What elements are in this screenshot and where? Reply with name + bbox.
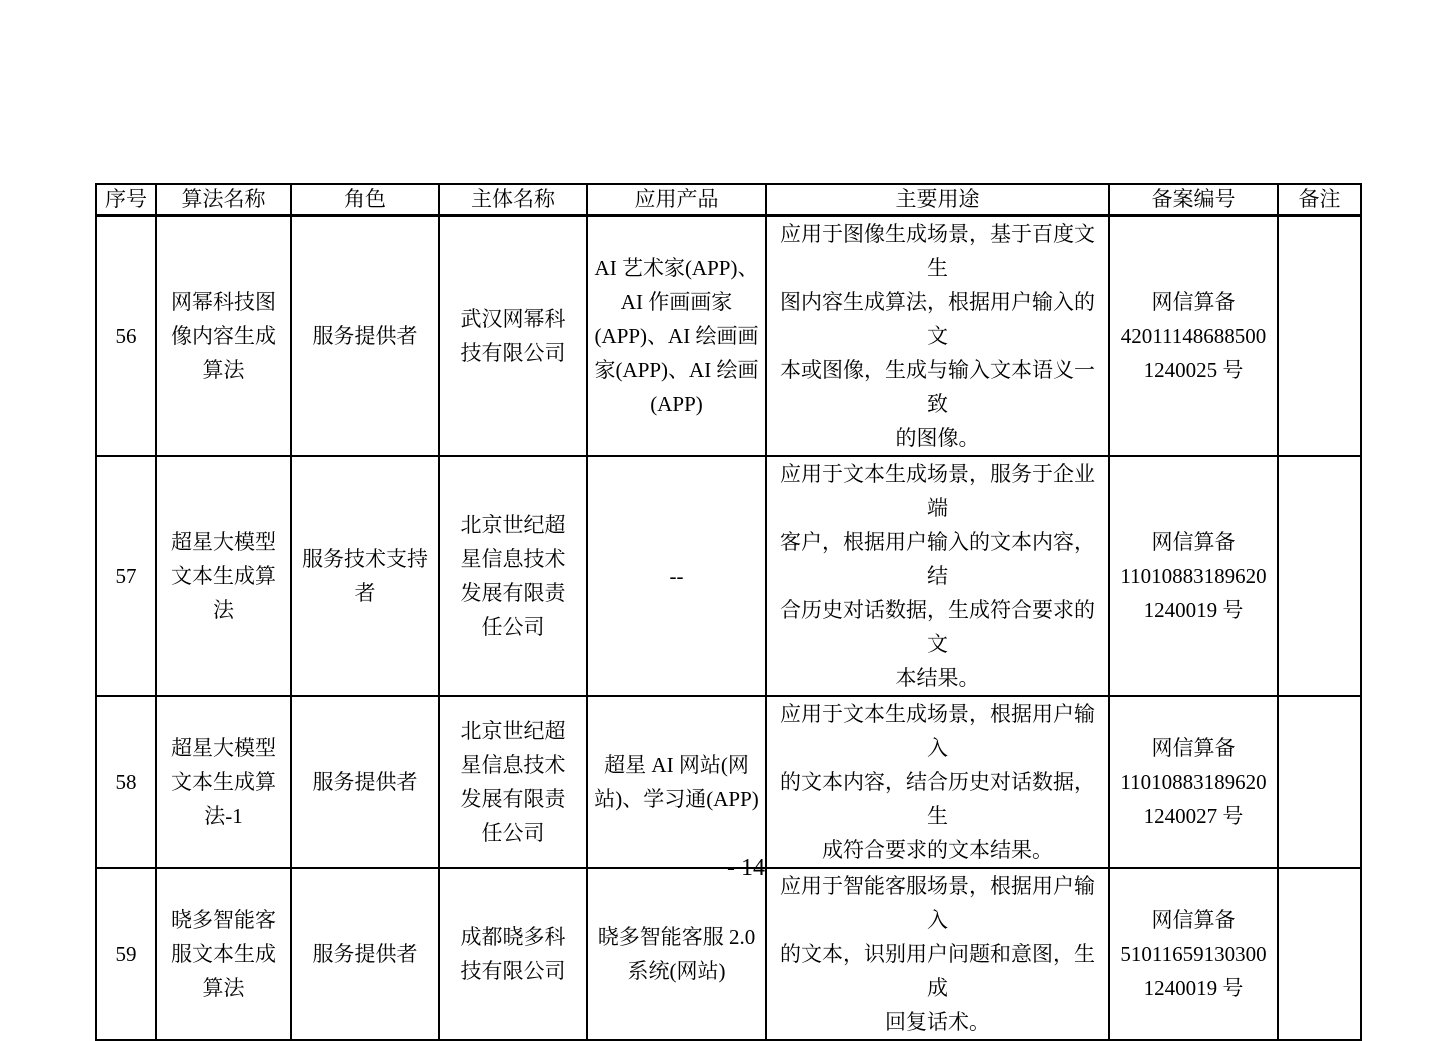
cell-remarks [1278,696,1361,868]
col-header-usage: 主要用途 [766,184,1109,215]
cell-products: AI 艺术家(APP)、 AI 作画画家 (APP)、AI 绘画画 家(APP)、AI 绘画 (APP) [587,215,766,456]
table-row [96,456,1361,696]
table-header-row [96,184,1361,215]
cell-remarks [1278,868,1361,1040]
cell-seq: 57 [96,456,156,696]
cell-algorithm-name: 晓多智能客 服文本生成 算法 [156,868,291,1040]
col-header-algorithm-name: 算法名称 [156,184,291,215]
cell-remarks [1278,215,1361,456]
cell-remarks [1278,456,1361,696]
cell-registration-no: 网信算备 42011148688500 1240025 号 [1109,215,1278,456]
cell-algorithm-name: 超星大模型 文本生成算 法-1 [156,696,291,868]
algorithm-registry-table [95,183,1362,1041]
table-row [96,868,1361,1040]
page-number: - 14 [727,855,765,881]
col-header-registration-no: 备案编号 [1109,184,1278,215]
table-row [96,215,1361,456]
cell-usage: 应用于文本生成场景，服务于企业端 客户，根据用户输入的文本内容，结 合历史对话数据，生成符合要求的文 本结果。 [766,456,1109,696]
col-header-role: 角色 [291,184,439,215]
col-header-entity: 主体名称 [439,184,587,215]
cell-algorithm-name: 超星大模型 文本生成算 法 [156,456,291,696]
cell-entity: 武汉网幂科 技有限公司 [439,215,587,456]
cell-products: 晓多智能客服 2.0 系统(网站) [587,868,766,1040]
cell-products: -- [587,456,766,696]
cell-seq: 58 [96,696,156,868]
table-row [96,696,1361,868]
cell-role: 服务提供者 [291,215,439,456]
cell-usage: 应用于图像生成场景，基于百度文生 图内容生成算法，根据用户输入的文 本或图像，生成与输入文本语义一致 的图像。 [766,215,1109,456]
cell-role: 服务提供者 [291,696,439,868]
cell-registration-no: 网信算备 11010883189620 1240019 号 [1109,456,1278,696]
cell-usage: 应用于智能客服场景，根据用户输入 的文本，识别用户问题和意图，生成 回复话术。 [766,868,1109,1040]
cell-entity: 北京世纪超 星信息技术 发展有限责 任公司 [439,456,587,696]
col-header-remarks: 备注 [1278,184,1361,215]
cell-role: 服务提供者 [291,868,439,1040]
cell-entity: 北京世纪超 星信息技术 发展有限责 任公司 [439,696,587,868]
cell-algorithm-name: 网幂科技图 像内容生成 算法 [156,215,291,456]
cell-entity: 成都晓多科 技有限公司 [439,868,587,1040]
cell-registration-no: 网信算备 11010883189620 1240027 号 [1109,696,1278,868]
cell-products: 超星 AI 网站(网 站)、学习通(APP) [587,696,766,868]
col-header-seq: 序号 [96,184,156,215]
cell-seq: 56 [96,215,156,456]
cell-usage: 应用于文本生成场景，根据用户输入 的文本内容，结合历史对话数据，生 成符合要求的文本结果。 [766,696,1109,868]
col-header-products: 应用产品 [587,184,766,215]
cell-role: 服务技术支持 者 [291,456,439,696]
cell-registration-no: 网信算备 51011659130300 1240019 号 [1109,868,1278,1040]
cell-seq: 59 [96,868,156,1040]
